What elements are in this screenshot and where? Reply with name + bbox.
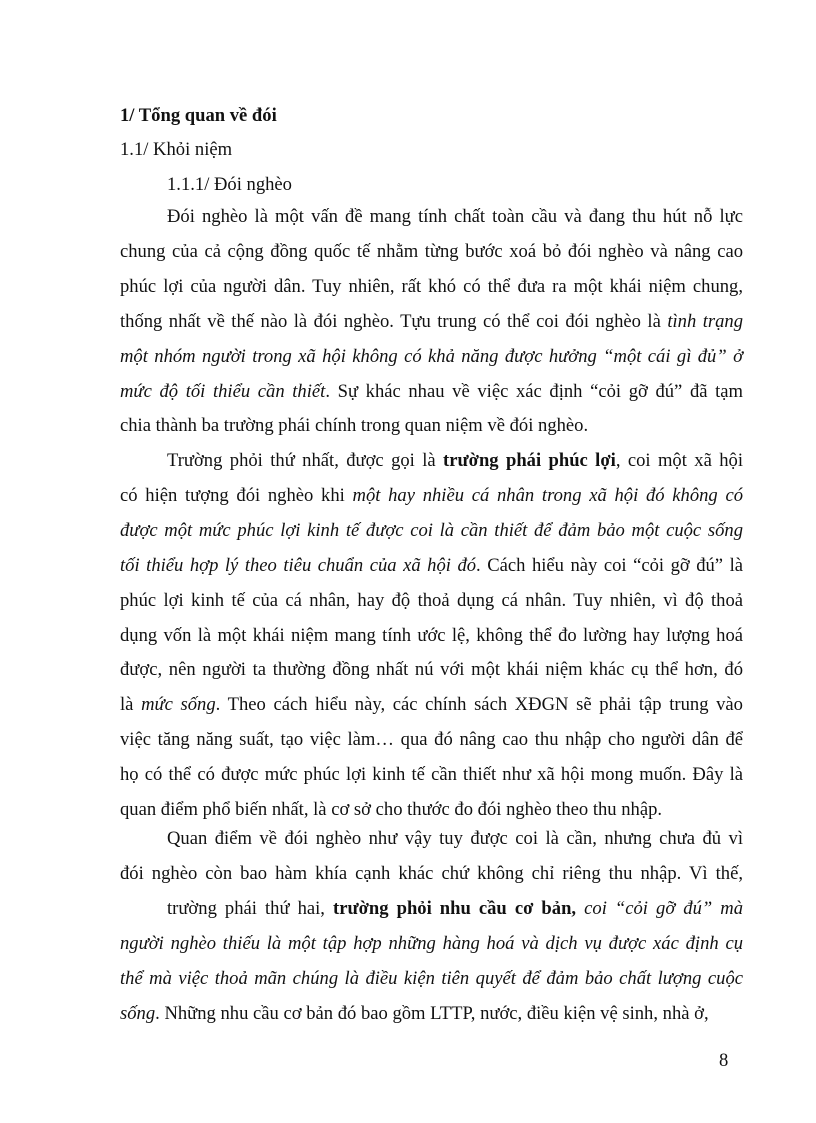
text-run: . Cách hiểu này coi “cỏi gỡ đú” là <box>476 555 744 576</box>
paragraph-2-line <box>120 554 743 578</box>
paragraph-3-line <box>120 967 743 991</box>
paragraph-1-line <box>120 240 743 264</box>
heading-1-1: 1.1/ Khỏi niệm <box>120 139 233 160</box>
paragraph-3-line <box>120 1002 743 1026</box>
text-run: . Những nhu cầu cơ bản đó bao gồm LTTP, nước, điều kiện vệ sinh, nhà ở, <box>155 1003 709 1024</box>
text-run: quan điểm phổ biến nhất, là cơ sở cho thước đo đói nghèo theo thu nhập. <box>120 799 663 820</box>
heading-1-1-1: 1.1.1/ Đói nghèo <box>167 174 292 195</box>
text-run: có hiện tượng đói nghèo khi <box>120 485 353 506</box>
text-run: thống nhất về thế nào là đói nghèo. Tựu trung có thể coi đói nghèo là <box>120 311 668 332</box>
text-run: người nghèo thiếu là một tập hợp những hàng hoá và dịch vụ được xác định cụ <box>120 933 743 954</box>
text-run: là <box>120 694 142 715</box>
text-run: mức sống <box>141 694 216 715</box>
paragraph-2-line <box>120 624 743 648</box>
text-run: trường phái thứ hai, <box>167 898 334 919</box>
text-run: coi “cỏi gỡ đú” mà <box>584 898 744 919</box>
text-run: việc tăng năng suất, tạo việc làm… qua đó nâng cao thu nhập cho người dân để <box>120 729 743 750</box>
text-run: dụng vốn là một khái niệm mang tính ước lệ, không thể đo lường hay lượng hoá <box>120 625 743 646</box>
paragraph-2-line <box>167 449 743 473</box>
text-run: mức độ tối thiểu cần thiết <box>120 381 326 402</box>
paragraph-1-line <box>167 205 743 229</box>
text-run: được một mức phúc lợi kinh tế được coi là cần thiết để đảm bảo một cuộc sống <box>120 520 743 541</box>
paragraph-1-line <box>120 380 743 404</box>
text-run: trường phái phúc lợi <box>443 450 616 471</box>
text-run: chung của cả cộng đồng quốc tế nhằm từng bước xoá bỏ đói nghèo và nâng cao <box>120 241 743 262</box>
paragraph-1-line <box>120 414 743 438</box>
text-run: tối thiểu hợp lý theo tiêu chuẩn của xã hội đó <box>120 555 477 576</box>
heading-1: 1/ Tổng quan về đói <box>120 105 277 126</box>
paragraph-3-line <box>167 827 743 851</box>
text-run: Đói nghèo là một vấn đề mang tính chất toàn cầu và đang thu hút nỗ lực <box>167 206 743 227</box>
paragraph-3-line <box>120 862 743 886</box>
text-run: đói nghèo còn bao hàm khía cạnh khác chứ không chỉ riêng thu nhập. Vì thế, <box>120 863 743 884</box>
text-run: phúc lợi của người dân. Tuy nhiên, rất khó có thể đưa ra một khái niệm chung, <box>120 276 743 297</box>
text-run: Quan điểm về đói nghèo như vậy tuy được coi là cần, nhưng chưa đủ vì <box>167 828 743 849</box>
paragraph-2-line <box>120 693 743 717</box>
paragraph-3-line <box>120 932 743 956</box>
text-run: , coi một xã hội <box>615 450 743 471</box>
text-run <box>576 898 584 919</box>
paragraph-1-line <box>120 275 743 299</box>
text-run: thể mà việc thoả mãn chúng là điều kiện tiên quyết để đảm bảo chất lượng cuộc <box>120 968 743 989</box>
text-run: sống <box>120 1003 156 1024</box>
text-run: chia thành ba trường phái chính trong quan niệm về đói nghèo. <box>120 415 589 436</box>
paragraph-3-line <box>167 897 743 921</box>
paragraph-2-line <box>120 763 743 787</box>
paragraph-2-line <box>120 484 743 508</box>
text-run: một hay nhiều cá nhân trong xã hội đó không có <box>352 485 743 506</box>
paragraph-2-line <box>120 658 743 682</box>
text-run: . Theo cách hiểu này, các chính sách XĐGN sẽ phải tập trung vào <box>215 694 743 715</box>
paragraph-1-line <box>120 345 743 369</box>
paragraph-2-line <box>120 798 743 822</box>
paragraph-2-line <box>120 728 743 752</box>
paragraph-2-line <box>120 589 743 613</box>
text-run: trường phỏi nhu cầu cơ bản, <box>333 898 577 919</box>
text-run: một nhóm người trong xã hội không có khả năng được hưởng “một cái gì đủ” ở <box>120 346 743 367</box>
paragraph-1-line <box>120 310 743 334</box>
paragraph-2-line <box>120 519 743 543</box>
text-run: họ có thể có được mức phúc lợi kinh tế cần thiết như xã hội mong muốn. Đây là <box>120 764 743 785</box>
text-run: tình trạng <box>667 311 743 332</box>
text-run: . Sự khác nhau về việc xác định “cỏi gỡ đú” đã tạm <box>325 381 744 402</box>
text-run: Trường phỏi thứ nhất, được gọi là <box>167 450 444 471</box>
text-run: phúc lợi kinh tế của cá nhân, hay độ thoả dụng cá nhân. Tuy nhiên, vì độ thoả <box>120 590 743 611</box>
text-run: được, nên người ta thường đồng nhất nú với một khái niệm khác cụ thể hơn, đó <box>120 659 743 680</box>
page-number: 8 <box>719 1050 729 1071</box>
